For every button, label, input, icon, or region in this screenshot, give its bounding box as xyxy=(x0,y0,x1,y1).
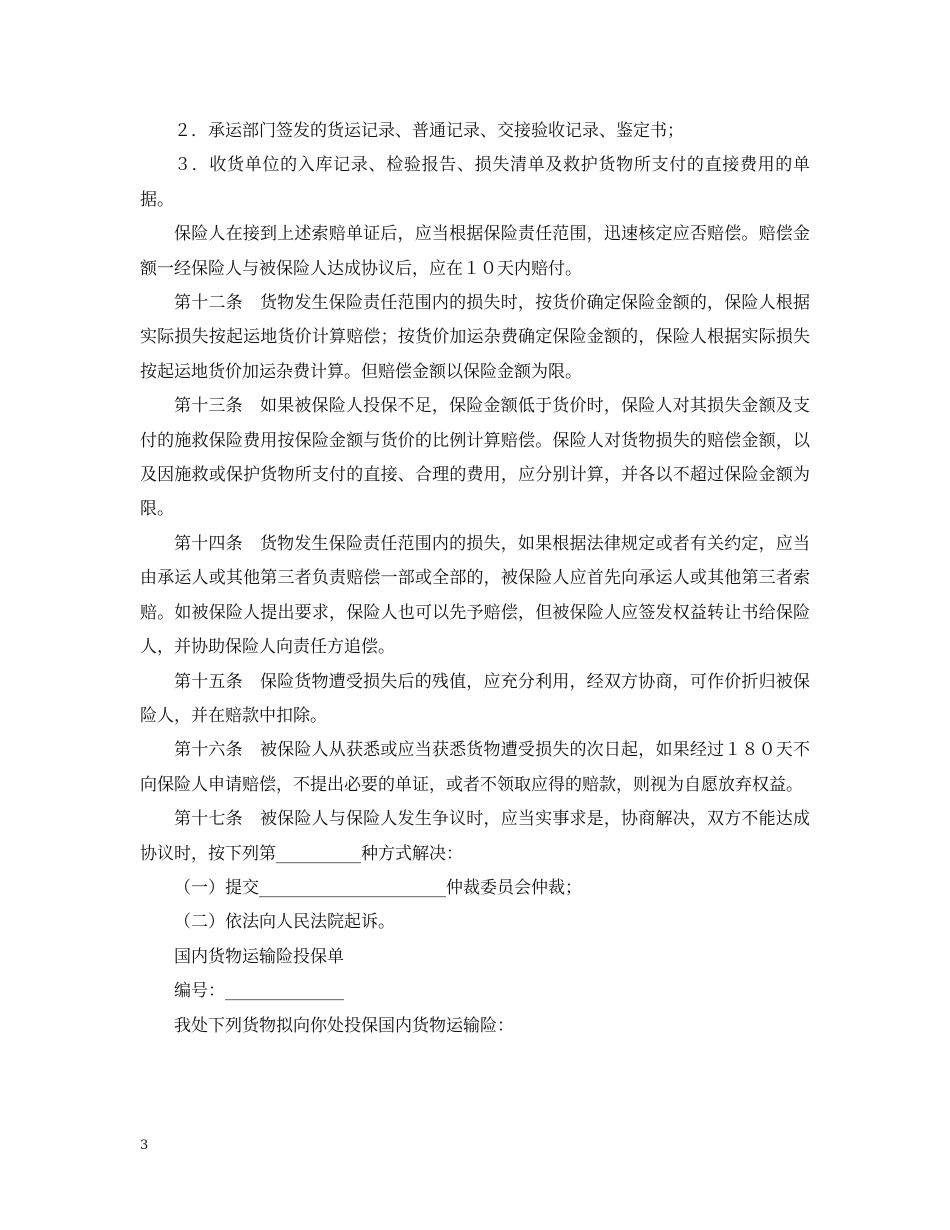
paragraph-article-15: 第十五条 保险货物遭受损失后的残值，应充分利用，经双方协商，可作价折归被保险人，并在赔款中扣除。 xyxy=(140,671,810,726)
form-number-line: 编号：______________ xyxy=(174,981,344,1002)
paragraph-article-17: 第十七条 被保险人与保险人发生争议时，应当实事求是，协商解决，双方不能达成协议时，按下列第__________种方式解决： xyxy=(140,809,810,864)
paragraph-option-court: （二）依法向人民法院起诉。 xyxy=(174,912,395,933)
page-number: 3 xyxy=(140,1138,149,1153)
paragraph-article-14: 第十四条 货物发生保险责任范围内的损失，如果根据法律规定或者有关约定，应当由承运人或其他第三者负责赔偿一部或全部的，被保险人应首先向承运人或其他第三者索赔。如被保险人提出要求，保险人也可以先予赔偿，但被保险人应签发权益转让书给保险人，并协助保险人向责任方追偿。 xyxy=(140,533,810,658)
paragraph-clause-2-documents: ２．承运部门签发的货运记录、普通记录、交接验收记录、鉴定书； xyxy=(174,121,684,141)
document-body xyxy=(140,114,810,1043)
paragraph-article-16: 第十六条 被保险人从获悉或应当获悉货物遭受损失的次日起，如果经过１８０天不向保险人申请赔偿，不提出必要的单证，或者不领取应得的赔款，则视为自愿放弃权益。 xyxy=(140,740,810,795)
paragraph-clause-3-documents: ３．收货单位的入库记录、检验报告、损失清单及救护货物所支付的直接费用的单据。 xyxy=(140,155,810,210)
form-intro-line: 我处下列货物拟向你处投保国内货物运输险： xyxy=(174,1015,514,1036)
paragraph-claim-verification: 保险人在接到上述索赔单证后，应当根据保险责任范围，迅速核定应否赔偿。赔偿金额一经保险人与被保险人达成协议后，应在１０天内赔付。 xyxy=(140,224,810,279)
form-title: 国内货物运输险投保单 xyxy=(174,946,344,967)
paragraph-article-13: 第十三条 如果被保险人投保不足，保险金额低于货价时，保险人对其损失金额及支付的施救保险费用按保险金额与货价的比例计算赔偿。保险人对货物损失的赔偿金额，以及因施救或保护货物所支付的直接、合理的费用，应分别计算，并各以不超过保险金额为限。 xyxy=(140,396,810,520)
paragraph-option-arbitration: （一）提交______________________仲裁委员会仲裁； xyxy=(174,877,582,898)
paragraph-article-12: 第十二条 货物发生保险责任范围内的损失时，按货价确定保险金额的，保险人根据实际损失按起运地货价计算赔偿；按货价加运杂费确定保险金额的，保险人根据实际损失按起运地货价加运杂费计算。但赔偿金额以保险金额为限。 xyxy=(140,293,810,382)
